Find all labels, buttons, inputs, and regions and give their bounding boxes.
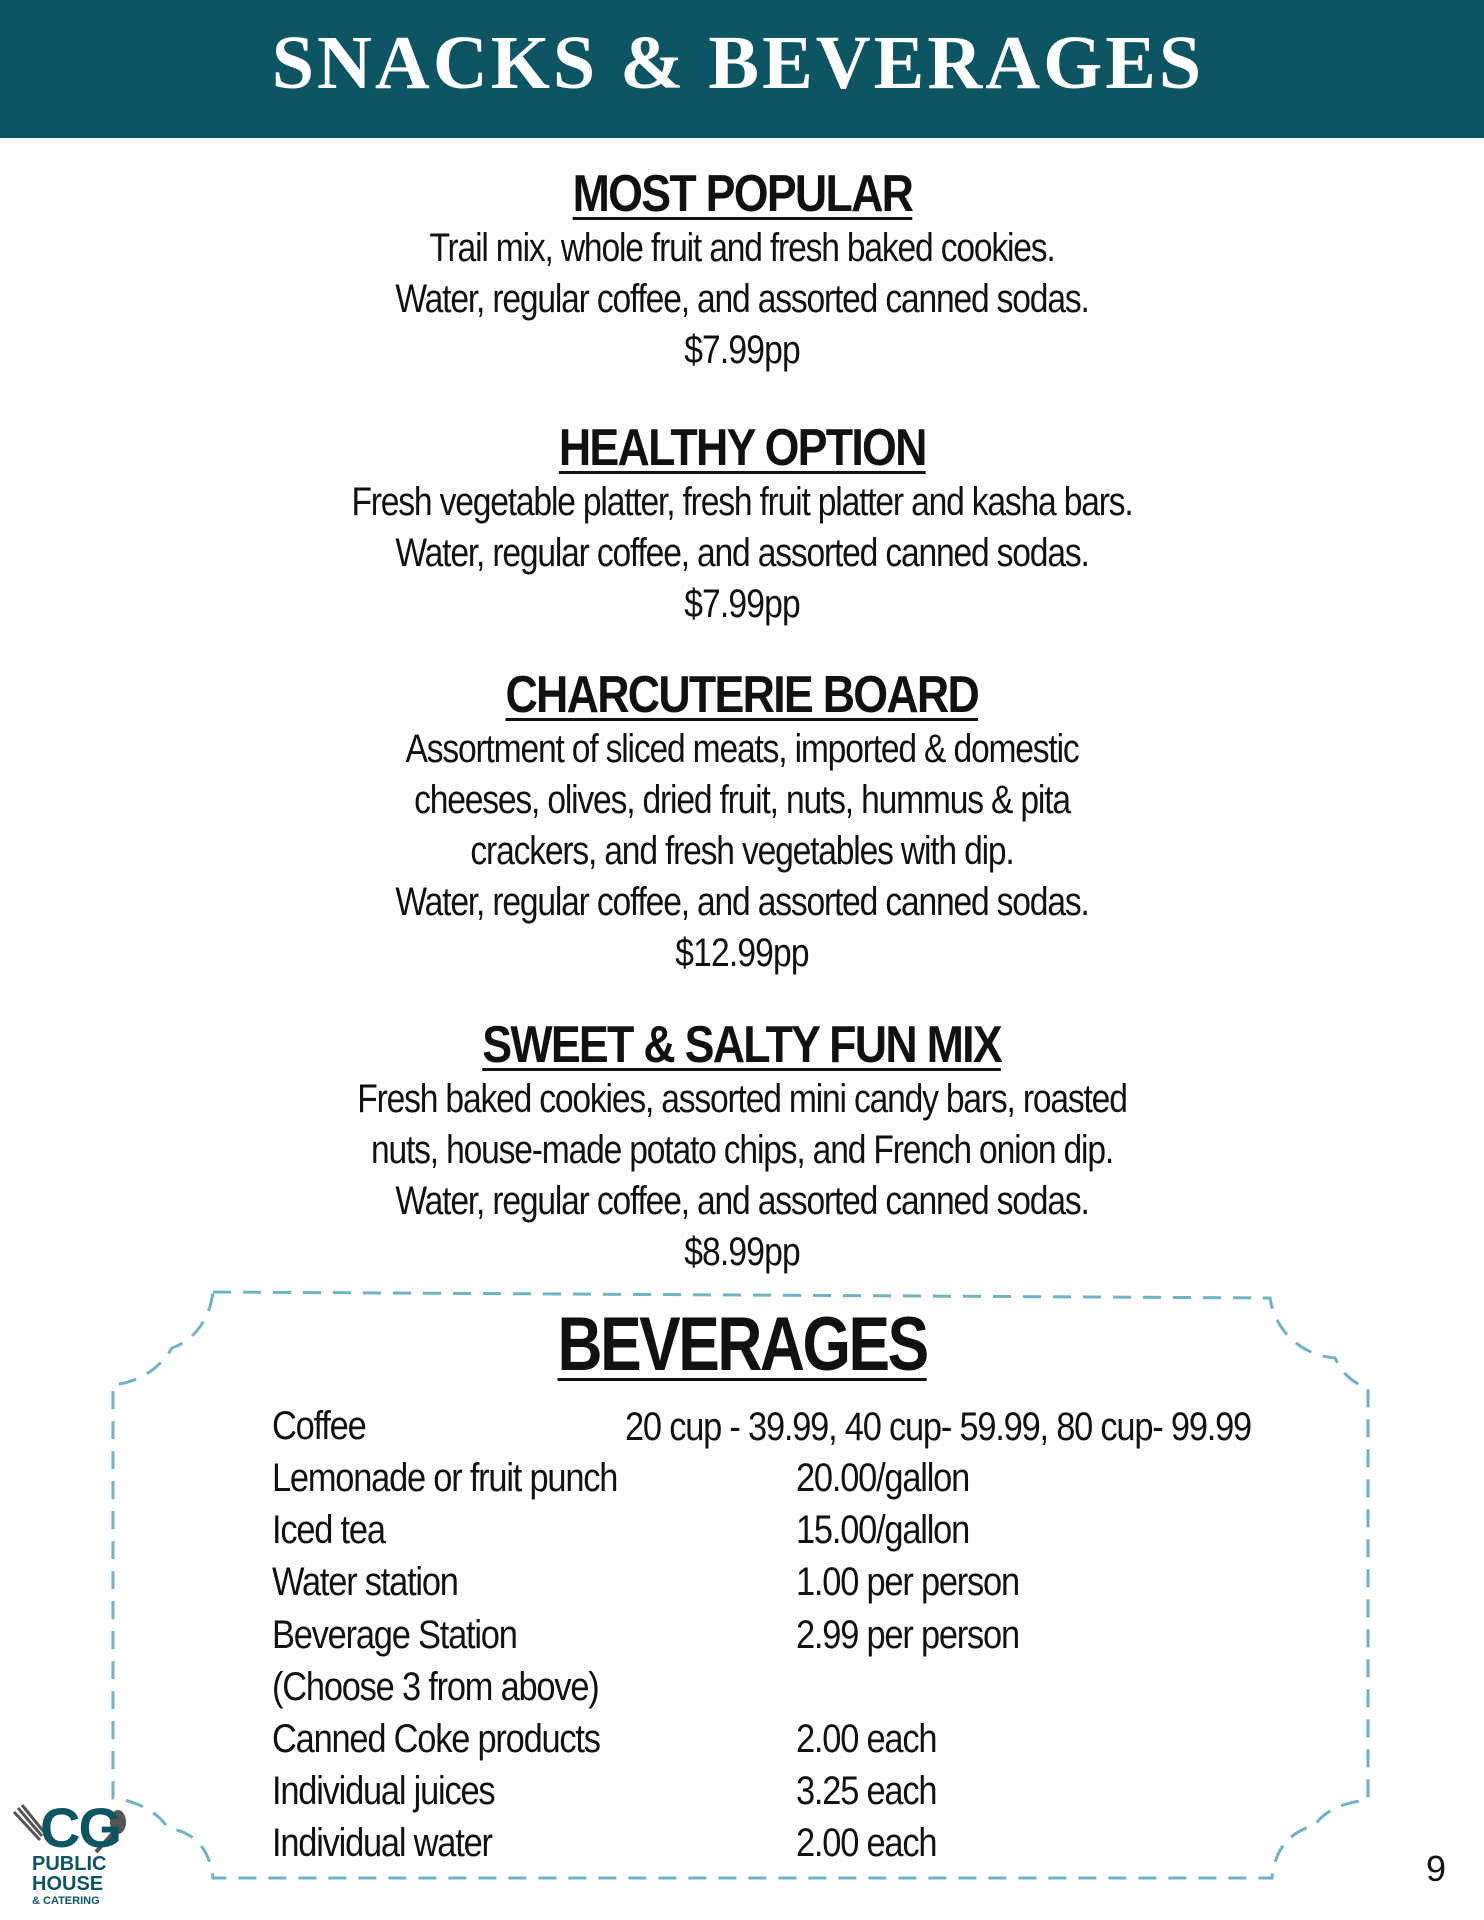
beverage-name: (Choose 3 from above): [272, 1665, 599, 1709]
package-charcuterie-board: [0, 666, 1484, 979]
package-title: MOST POPULAR: [572, 165, 912, 223]
logo-line: PUBLIC: [32, 1853, 107, 1875]
beverage-price: 20 cup - 39.99, 40 cup- 59.99, 80 cup- 99.99: [625, 1405, 1251, 1449]
logo-line: HOUSE: [32, 1873, 104, 1895]
package-sweet-salty-fun-mix: [0, 1016, 1484, 1278]
package-title: HEALTHY OPTION: [558, 419, 926, 477]
package-title: CHARCUTERIE BOARD: [505, 666, 979, 724]
company-logo: [10, 1796, 128, 1910]
package-price: $7.99pp: [684, 328, 800, 372]
package-description-line: Trail mix, whole fruit and fresh baked cookies.: [429, 226, 1055, 270]
beverages-section: [0, 1302, 1484, 1387]
package-price: $8.99pp: [684, 1230, 800, 1274]
page-number: 9: [1426, 1848, 1447, 1889]
beverage-price: 3.25 each: [796, 1769, 937, 1813]
beverage-name: Individual water: [272, 1821, 492, 1865]
beverage-name: Water station: [272, 1560, 458, 1604]
beverage-name: Beverage Station: [272, 1613, 517, 1657]
package-description-line: Fresh vegetable platter, fresh fruit platter and kasha bars.: [351, 480, 1133, 524]
package-description-line: crackers, and fresh vegetables with dip.: [470, 829, 1014, 873]
package-description-line: Water, regular coffee, and assorted canned sodas.: [395, 277, 1089, 321]
package-most-popular: [0, 165, 1484, 376]
beverage-price: 2.00 each: [796, 1717, 937, 1761]
beverage-price: 1.00 per person: [796, 1560, 1019, 1604]
beverage-name: Individual juices: [272, 1769, 495, 1813]
package-description-line: Assortment of sliced meats, imported & domestic: [405, 727, 1079, 771]
beverage-price: 15.00/gallon: [796, 1508, 970, 1552]
package-description-line: nuts, house-made potato chips, and French onion dip.: [370, 1128, 1114, 1172]
package-title: SWEET & SALTY FUN MIX: [482, 1016, 1002, 1074]
package-description-line: Fresh baked cookies, assorted mini candy bars, roasted: [357, 1077, 1127, 1121]
package-price: $7.99pp: [684, 582, 800, 626]
page-title: SNACKS & BEVERAGES: [271, 20, 1205, 105]
beverage-name: Iced tea: [272, 1508, 385, 1552]
beverage-name: Lemonade or fruit punch: [272, 1456, 618, 1500]
package-description-line: Water, regular coffee, and assorted canned sodas.: [395, 531, 1089, 575]
beverage-name: Canned Coke products: [272, 1717, 600, 1761]
header-banner: [0, 0, 1484, 138]
package-description-line: cheeses, olives, dried fruit, nuts, hummus & pita: [414, 778, 1070, 822]
logo-line: & CATERING: [32, 1895, 100, 1907]
package-price: $12.99pp: [675, 931, 809, 975]
package-description-line: Water, regular coffee, and assorted canned sodas.: [395, 880, 1089, 924]
package-healthy-option: [0, 419, 1484, 630]
logo-monogram: CG: [40, 1796, 120, 1859]
beverage-price: 20.00/gallon: [796, 1456, 970, 1500]
beverage-price: 2.99 per person: [796, 1613, 1019, 1657]
beverage-name: Coffee: [272, 1404, 366, 1448]
beverage-price: 2.00 each: [796, 1821, 937, 1865]
package-description-line: Water, regular coffee, and assorted canned sodas.: [395, 1179, 1089, 1223]
beverages-title: BEVERAGES: [557, 1302, 927, 1387]
